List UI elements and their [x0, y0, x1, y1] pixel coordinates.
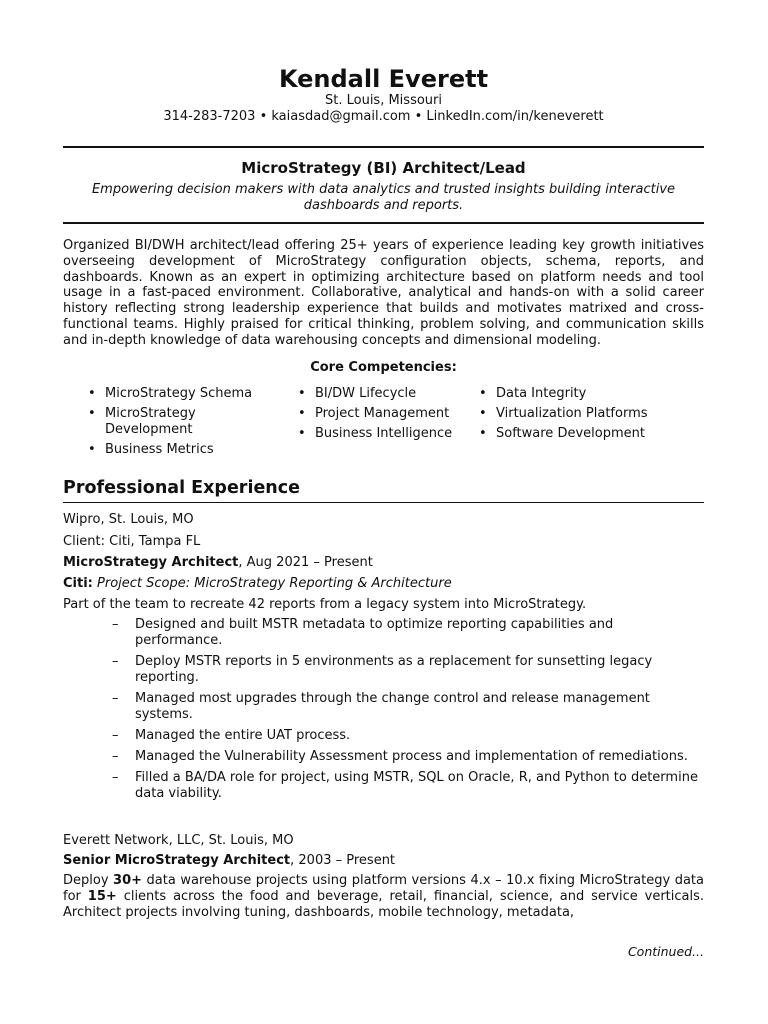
candidate-location: St. Louis, Missouri	[325, 93, 442, 108]
job2-text: clients across the food and beverage, retail, financial, science, and service verticals. Architect projects involving tuning, dashboards, mobile technology, metadata,	[63, 888, 704, 920]
job2-highlight: 15+	[87, 888, 117, 904]
job1-bullet: – Managed the Vulnerability Assessment process and implementation of remediations.	[109, 749, 704, 765]
competency-item: • Business Metrics	[85, 442, 275, 458]
job2-title-line	[63, 853, 704, 869]
contact-line: 314-283-7203 • kaiasdad@gmail.com • LinkedIn.com/in/keneverett	[163, 109, 604, 124]
competency-item: • Project Management	[295, 406, 475, 422]
competencies-column-2	[295, 386, 475, 446]
job1-scope-label: Citi:	[63, 576, 93, 591]
job1-bullet: – Deploy MSTR reports in 5 environments as a replacement for sunsetting legacy reporting.	[109, 654, 704, 686]
competency-item: • Software Development	[476, 426, 676, 442]
competency-item: • MicroStrategy Development	[85, 406, 275, 438]
job2-text: data warehouse projects using platform versions 4.x – 10.x fixing MicroStrategy data for	[63, 873, 704, 904]
competency-item: • Data Integrity	[476, 386, 676, 402]
divider-top	[63, 146, 704, 148]
competencies-column-3	[476, 386, 676, 446]
job1-bullet: – Managed most upgrades through the change control and release management systems.	[109, 691, 704, 723]
continued-label: Continued...	[627, 944, 704, 959]
job1-bullet: – Designed and built MSTR metadata to optimize reporting capabilities and performance.	[109, 617, 704, 649]
competencies-title: Core Competencies:	[310, 360, 457, 375]
job1-scope-line	[63, 576, 704, 592]
competency-item: • MicroStrategy Schema	[85, 386, 275, 402]
candidate-name: Kendall Everett	[278, 65, 489, 93]
section-heading-experience: Professional Experience	[63, 478, 301, 498]
job1-dates: , Aug 2021 – Present	[238, 555, 373, 570]
job2-description	[63, 873, 704, 920]
competency-item: • Business Intelligence	[295, 426, 475, 442]
job1-intro: Part of the team to recreate 42 reports from a legacy system into MicroStrategy.	[63, 597, 587, 612]
job1-employer: Wipro, St. Louis, MO	[63, 512, 194, 527]
job1-bullet: – Managed the entire UAT process.	[109, 728, 704, 744]
job2-dates: , 2003 – Present	[290, 853, 396, 868]
role-title: MicroStrategy (BI) Architect/Lead	[241, 159, 526, 177]
job2-employer: Everett Network, LLC, St. Louis, MO	[63, 833, 294, 848]
summary-paragraph: Organized BI/DWH architect/lead offering 25+ years of experience leading key growth initiatives overseeing development of MicroStrategy configuration objects, schema, reports, and dashboards. Known as an expert in optimizing architecture based on platform needs and tool usage in a fast-paced environment. Collaborative, analytical and hands-on with a solid career history reflecting strong leadership experience that builds and motivates matrixed and cross-functional teams. Highly praised for critical thinking, problem solving, and communication skills and in-depth knowledge of data warehousing concepts and dimensional modeling.	[63, 238, 704, 348]
job1-scope: Project Scope: MicroStrategy Reporting & Architecture	[92, 576, 452, 591]
job2-text: Deploy	[63, 873, 114, 888]
job1-client: Client: Citi, Tampa FL	[63, 534, 201, 549]
job1-bullet-list	[109, 617, 704, 807]
tagline: Empowering decision makers with data analytics and trusted insights building interactive dashboards and reports.	[91, 182, 676, 213]
divider-bottom	[63, 222, 704, 224]
section-divider	[63, 502, 704, 503]
competencies-column-1	[85, 386, 275, 462]
job2-title: Senior MicroStrategy Architect	[63, 853, 291, 868]
job1-title: MicroStrategy Architect	[63, 555, 239, 570]
job2-highlight: 30+	[113, 873, 143, 888]
competency-item: • Virtualization Platforms	[476, 406, 676, 422]
job1-title-line	[63, 555, 704, 571]
job1-bullet: – Filled a BA/DA role for project, using MSTR, SQL on Oracle, R, and Python to determine data viability.	[109, 770, 704, 802]
competency-item: • BI/DW Lifecycle	[295, 386, 475, 402]
